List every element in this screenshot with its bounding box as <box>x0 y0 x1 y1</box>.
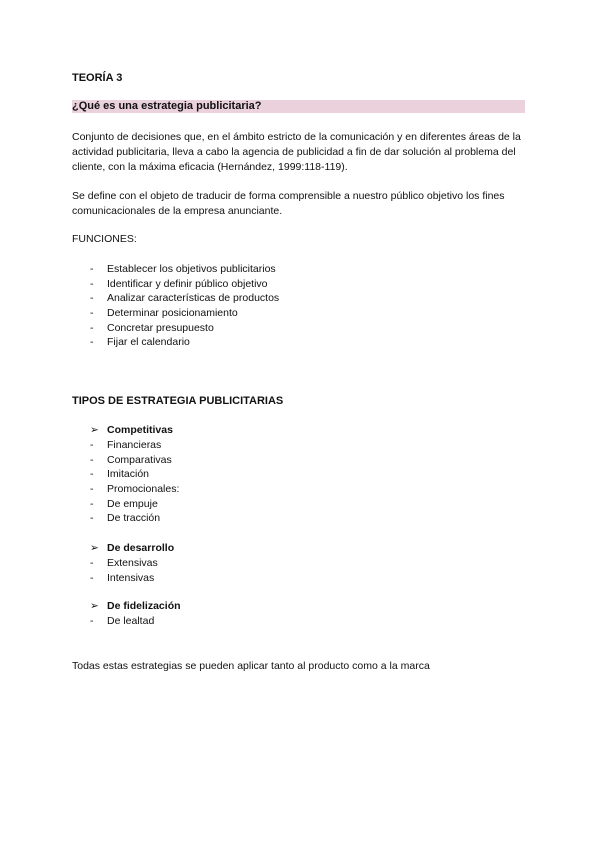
document-title: TEORÍA 3 <box>72 72 123 84</box>
question-heading: ¿Qué es una estrategia publicitaria? <box>72 100 525 113</box>
dash-marker: - <box>90 557 94 569</box>
dash-marker: - <box>90 307 94 320</box>
list-item: - Establecer los objetivos publicitarios <box>90 263 276 275</box>
dash-marker: - <box>90 615 94 627</box>
dash-marker: - <box>90 468 94 481</box>
closing-sentence: Todas estas estrategias se pueden aplicar tanto al producto como a la marca <box>72 660 430 672</box>
dash-marker: - <box>90 336 94 349</box>
funciones-heading: FUNCIONES: <box>72 233 137 245</box>
group-heading-competitivas: ➢ Competitivas <box>90 424 173 436</box>
dash-marker: - <box>90 263 94 275</box>
list-item: - Financieras <box>90 439 162 451</box>
dash-marker: - <box>90 483 94 496</box>
list-item: - Intensivas <box>90 571 155 584</box>
group-heading-fidelizacion: ➢ De fidelización <box>90 600 181 612</box>
arrow-bullet-icon: ➢ <box>90 542 99 554</box>
group-heading-desarrollo: ➢ De desarrollo <box>90 542 175 554</box>
dash-marker: - <box>90 497 94 510</box>
dash-marker: - <box>90 453 94 466</box>
purpose-paragraph: Se define con el objeto de traducir de forma comprensible a nuestro público objetivo los fines comunicacionales de la empresa anunciante. <box>72 190 505 217</box>
definition-paragraph: Conjunto de decisiones que, en el ámbito estricto de la comunicación y en diferentes áreas de la actividad publicitaria, lleva a cabo la agencia de publicidad a fin de dar solución al problema del cliente, con la máxima eficacia (Hernández, 1999:118-119). <box>72 131 521 173</box>
desarrollo-list <box>90 556 158 585</box>
list-item: - Extensivas <box>90 557 158 569</box>
dash-marker: - <box>90 292 94 305</box>
list-item: - Identificar y definir público objetivo <box>90 277 268 290</box>
list-item: - Comparativas <box>90 453 172 466</box>
list-item: - Analizar características de productos <box>90 292 280 305</box>
tipos-heading: TIPOS DE ESTRATEGIA PUBLICITARIAS <box>72 395 284 407</box>
dash-marker: - <box>90 571 94 584</box>
dash-marker: - <box>90 439 94 451</box>
list-item: - De tracción <box>90 512 161 525</box>
arrow-bullet-icon: ➢ <box>90 600 99 612</box>
list-item: - De lealtad <box>90 615 155 627</box>
list-item: - Imitación <box>90 468 150 481</box>
fidelizacion-list <box>90 614 154 629</box>
dash-marker: - <box>90 277 94 290</box>
list-item: - Determinar posicionamiento <box>90 307 238 320</box>
arrow-bullet-icon: ➢ <box>90 424 99 436</box>
list-item: - De empuje <box>90 497 158 510</box>
dash-marker: - <box>90 512 94 525</box>
list-item: - Concretar presupuesto <box>90 321 214 334</box>
funciones-list <box>90 262 279 350</box>
dash-marker: - <box>90 321 94 334</box>
list-item: - Fijar el calendario <box>90 336 190 349</box>
list-item: - Promocionales: <box>90 483 180 496</box>
competitivas-list <box>90 438 179 526</box>
